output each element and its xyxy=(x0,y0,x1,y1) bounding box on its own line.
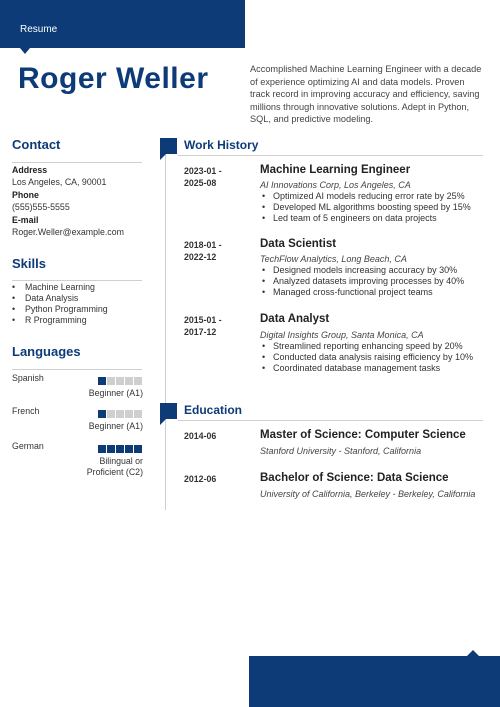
job-title: Data Scientist xyxy=(260,238,337,250)
work-history-flag-icon xyxy=(160,138,177,154)
work-history-divider xyxy=(178,155,483,156)
education-divider xyxy=(178,420,483,421)
job-bullet: • Designed models increasing accuracy by 30% xyxy=(260,265,485,276)
job-company: AI Innovations Corp, Los Angeles, CA xyxy=(260,180,411,190)
education-heading: Education xyxy=(184,403,243,417)
language-name: French xyxy=(12,406,40,416)
email-value: Roger.Weller@example.com xyxy=(12,227,124,237)
job-bullet: • Analyzed datasets improving processes by 40% xyxy=(260,276,485,287)
address-value: Los Angeles, CA, 90001 xyxy=(12,177,107,187)
language-name: Spanish xyxy=(12,373,44,383)
rating-square xyxy=(134,377,142,385)
skill-item: • Machine Learning xyxy=(12,282,108,293)
language-level: Bilingual or Proficient (C2) xyxy=(86,456,143,477)
job-title: Data Analyst xyxy=(260,313,330,325)
profile-summary: Accomplished Machine Learning Engineer with a decade of experience optimizing AI and data models. Proven track record in improving accuracy and efficiency, saving millions through innovative solutions. Adept in Python, SQL, and predictive modeling. xyxy=(250,64,482,125)
address-label: Address xyxy=(12,165,48,175)
job-company: TechFlow Analytics, Long Beach, CA xyxy=(260,254,407,264)
school-name: Stanford University - Stanford, California xyxy=(260,446,422,456)
work-history-heading: Work History xyxy=(184,138,259,152)
rating-square xyxy=(125,410,133,418)
degree-title: Master of Science: Computer Science xyxy=(260,429,466,441)
rating-square xyxy=(107,377,115,385)
job-bullet: • Streamlined reporting enhancing speed by 20% xyxy=(260,341,485,352)
skill-item: • Python Programming xyxy=(12,304,108,315)
languages-heading: Languages xyxy=(12,344,81,359)
skills-divider xyxy=(12,280,142,281)
phone-value: (555)555-5555 xyxy=(12,202,70,212)
education-flag-icon xyxy=(160,403,177,419)
job-bullet: • Managed cross-functional project teams xyxy=(260,287,485,298)
job-bullet: • Developed ML algorithms boosting speed by 15% xyxy=(260,202,485,213)
education-date: 2014-06 xyxy=(184,431,217,441)
rating-square xyxy=(134,410,142,418)
skills-list xyxy=(12,282,108,326)
skills-heading: Skills xyxy=(12,256,46,271)
contact-heading: Contact xyxy=(12,137,61,152)
resume-label: Resume xyxy=(20,24,58,35)
language-rating xyxy=(98,377,142,385)
skill-item: • R Programming xyxy=(12,315,108,326)
job-bullets xyxy=(260,191,485,224)
education-date: 2012-06 xyxy=(184,474,217,484)
rating-square xyxy=(98,445,106,453)
rating-square xyxy=(98,377,106,385)
rating-square xyxy=(98,410,106,418)
job-bullet: • Led team of 5 engineers on data projects xyxy=(260,213,485,224)
job-bullets xyxy=(260,341,485,374)
job-bullet: • Optimized AI models reducing error rate by 25% xyxy=(260,191,485,202)
banner-notch xyxy=(20,48,30,54)
contact-divider xyxy=(12,162,142,163)
job-dates: 2015-01 - 2017-12 xyxy=(184,315,222,337)
language-rating xyxy=(98,410,142,418)
top-banner xyxy=(0,0,245,48)
rating-square xyxy=(125,445,133,453)
phone-label: Phone xyxy=(12,190,39,200)
rating-square xyxy=(125,377,133,385)
job-dates: 2023-01 - 2025-08 xyxy=(184,166,222,188)
degree-title: Bachelor of Science: Data Science xyxy=(260,472,449,484)
job-bullet: • Conducted data analysis raising efficiency by 10% xyxy=(260,352,485,363)
language-name: German xyxy=(12,441,44,451)
job-title: Machine Learning Engineer xyxy=(260,164,411,176)
job-company: Digital Insights Group, Santa Monica, CA xyxy=(260,330,424,340)
bottom-band xyxy=(249,656,500,707)
email-label: E-mail xyxy=(12,215,39,225)
job-dates: 2018-01 - 2022-12 xyxy=(184,240,222,262)
job-bullets xyxy=(260,265,485,298)
languages-divider xyxy=(12,369,142,370)
language-level: Beginner (A1) xyxy=(88,421,143,431)
rating-square xyxy=(116,377,124,385)
rating-square xyxy=(107,445,115,453)
candidate-name: Roger Weller xyxy=(18,62,209,95)
school-name: University of California, Berkeley - Berkeley, California xyxy=(260,489,476,499)
job-bullet: • Coordinated database management tasks xyxy=(260,363,485,374)
language-level: Beginner (A1) xyxy=(88,388,143,398)
rating-square xyxy=(116,410,124,418)
rating-square xyxy=(134,445,142,453)
timeline-line xyxy=(165,146,166,510)
rating-square xyxy=(107,410,115,418)
language-rating xyxy=(98,445,142,453)
rating-square xyxy=(116,445,124,453)
skill-item: • Data Analysis xyxy=(12,293,108,304)
